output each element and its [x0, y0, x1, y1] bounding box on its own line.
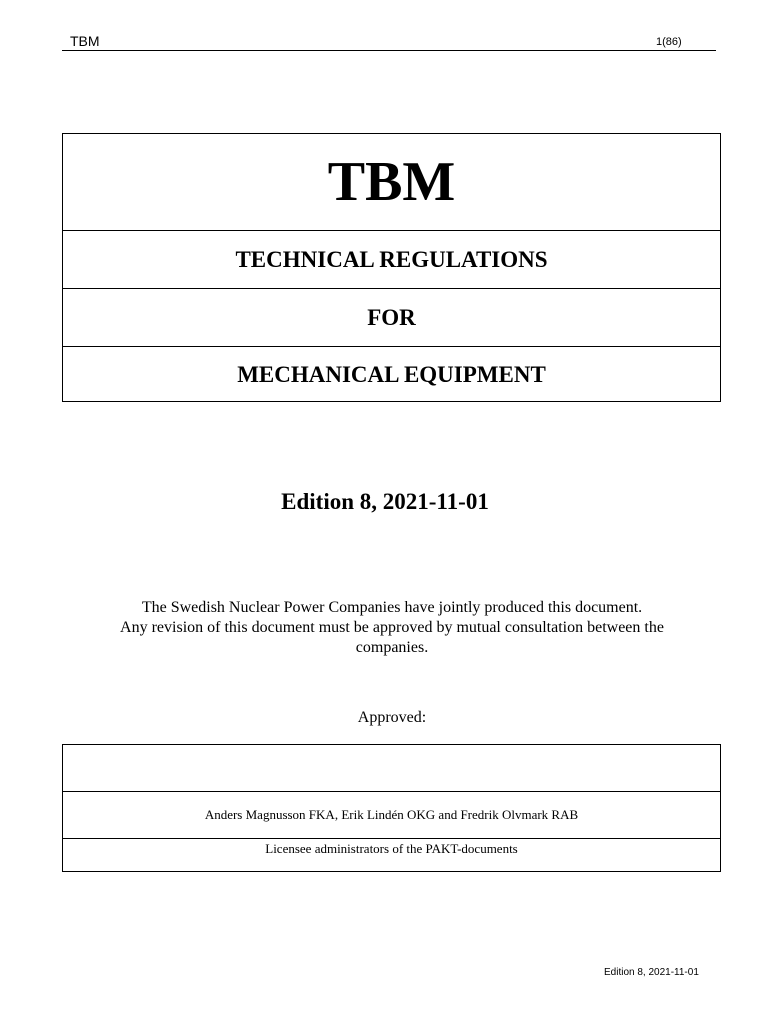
intro-line-2: Any revision of this document must be approved by mutual consultation between the: [120, 619, 664, 636]
signature-cell: [63, 745, 720, 792]
approver-role: Licensee administrators of the PAKT-documents: [265, 841, 518, 856]
title-line-1: TECHNICAL REGULATIONS: [63, 231, 720, 289]
document-title: TBM: [63, 134, 720, 231]
title-block: [62, 133, 721, 402]
footer-edition: Edition 8, 2021-11-01: [604, 967, 699, 978]
title-line-2: FOR: [63, 289, 720, 347]
approval-table: [62, 744, 721, 872]
header-page-number: 1(86): [656, 36, 682, 48]
intro-line-3: companies.: [355, 639, 429, 656]
approver-names: Anders Magnusson FKA, Erik Lindén OKG and Fredrik Olvmark RAB: [63, 792, 720, 839]
header-rule: [62, 50, 716, 51]
title-line-3: MECHANICAL EQUIPMENT: [237, 362, 546, 387]
intro-line-1: The Swedish Nuclear Power Companies have jointly produced this document.: [141, 599, 643, 616]
approved-heading: Approved:: [357, 709, 427, 726]
intro-paragraph: [70, 598, 714, 658]
header-doc-code: TBM: [70, 33, 100, 49]
edition-line: Edition 8, 2021-11-01: [281, 489, 489, 514]
